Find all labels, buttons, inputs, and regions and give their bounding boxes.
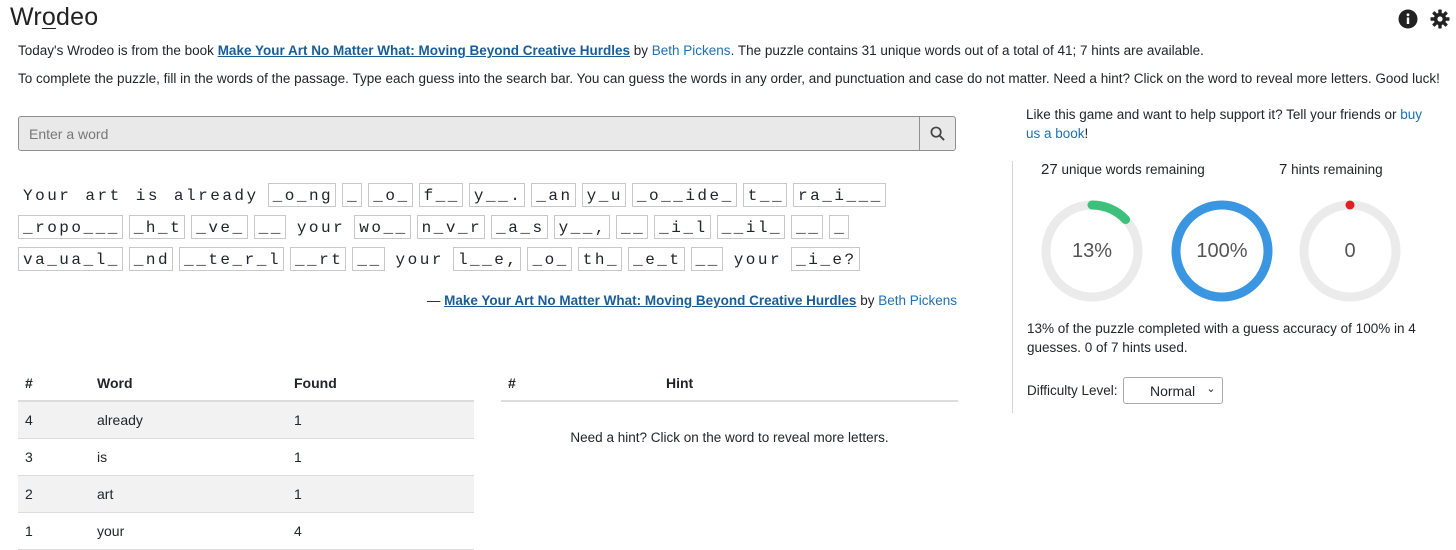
intro-paragraph-2: To complete the puzzle, fill in the words of the passage. Type each guess into the search bar. You can guess the words in any order, and punctuation and case do not matter. Need a hint? Click on the word to reveal more letters. Good luck!: [18, 71, 1440, 86]
passage-word-hidden[interactable]: _a_s: [491, 215, 547, 239]
gear-icon[interactable]: [1430, 9, 1450, 29]
passage-word-hidden[interactable]: _i_e?: [791, 247, 860, 271]
accuracy-ring: 100%: [1170, 199, 1274, 303]
passage-word-hidden[interactable]: wo__: [354, 215, 410, 239]
passage-word-hidden[interactable]: _e_t: [628, 247, 684, 271]
passage-word-hidden[interactable]: ra_i___: [793, 183, 886, 207]
attribution-title-link[interactable]: Make Your Art No Matter What: Moving Beyond Creative Hurdles: [444, 293, 857, 308]
hints-remaining: 7 hints remaining: [1279, 161, 1383, 178]
passage-word-revealed: your: [296, 219, 346, 237]
search-bar: [18, 116, 956, 151]
passage: [18, 183, 963, 279]
search-icon: [930, 126, 945, 141]
table-row: 4 already 1: [18, 402, 474, 439]
author-link[interactable]: Beth Pickens: [651, 43, 731, 58]
passage-word-revealed: your: [395, 251, 444, 269]
support-text: Like this game and want to help support it? Tell your friends or buy us a book!: [1026, 107, 1422, 141]
attribution: — Make Your Art No Matter What: Moving Beyond Creative Hurdles by Beth Pickens: [426, 293, 957, 308]
table-row: 2 art 1: [18, 476, 474, 513]
table-row: 3 is 1: [18, 439, 474, 476]
passage-word-hidden[interactable]: l__e,: [453, 247, 522, 271]
attribution-author-link[interactable]: Beth Pickens: [878, 293, 957, 308]
passage-word-hidden[interactable]: _an: [531, 183, 575, 207]
progress-ring: 13%: [1040, 199, 1144, 303]
passage-word-hidden[interactable]: _o__ide_: [632, 183, 737, 207]
passage-word-hidden[interactable]: f__: [419, 183, 463, 207]
buy-us-a-book-link[interactable]: buy us a book: [1026, 107, 1422, 141]
passage-word-hidden[interactable]: _ve_: [191, 215, 247, 239]
passage-word-hidden[interactable]: t__: [743, 183, 787, 207]
table-row: 1 your 4: [18, 513, 474, 550]
passage-word-hidden[interactable]: _: [829, 215, 849, 239]
stats-panel: [1012, 161, 1438, 413]
sidebar: [1012, 105, 1437, 399]
column-header-found[interactable]: Found: [294, 375, 337, 391]
passage-word-hidden[interactable]: y__,: [554, 215, 610, 239]
column-header-number[interactable]: #: [25, 375, 33, 391]
passage-word-hidden[interactable]: th_: [578, 247, 622, 271]
search-button[interactable]: [919, 117, 955, 150]
difficulty-control: [1027, 377, 1223, 404]
passage-word-hidden[interactable]: _i_l: [654, 215, 710, 239]
found-words-table: [18, 366, 474, 550]
passage-word-revealed: already: [173, 187, 259, 205]
hint-column-hint[interactable]: Hint: [666, 375, 694, 391]
progress-summary: 13% of the puzzle completed with a guess accuracy of 100% in 4 guesses. 0 of 7 hints used.: [1027, 321, 1416, 355]
chevron-down-icon: ⌄: [1206, 383, 1216, 395]
passage-word-hidden[interactable]: _ropo___: [18, 215, 123, 239]
passage-word-hidden[interactable]: __rt: [290, 247, 346, 271]
passage-word-hidden[interactable]: __: [616, 215, 648, 239]
passage-word-hidden[interactable]: y__.: [469, 183, 525, 207]
hint-table: [501, 366, 958, 445]
intro-text: [18, 42, 1438, 98]
passage-word-hidden[interactable]: __: [352, 247, 384, 271]
passage-word-hidden[interactable]: _o_ng: [268, 183, 337, 207]
table-header: [18, 366, 474, 402]
book-title-link[interactable]: Make Your Art No Matter What: Moving Beyond Creative Hurdles: [217, 43, 630, 58]
passage-word-hidden[interactable]: _: [342, 183, 362, 207]
passage-word-revealed: is: [135, 187, 160, 205]
app-logo: Wrodeo: [10, 3, 99, 31]
passage-word-hidden[interactable]: __: [791, 215, 823, 239]
passage-word-revealed: your: [733, 251, 783, 269]
passage-word-revealed: art: [85, 187, 122, 205]
intro-paragraph-1: Today's Wrodeo is from the book Make Your Art No Matter What: Moving Beyond Creative Hurdles by Beth Pickens. The puzzle contains 31 unique words out of a total of 41; 7 hints are available.: [18, 43, 1204, 58]
info-icon[interactable]: [1398, 9, 1418, 29]
passage-word-hidden[interactable]: y_u: [582, 183, 626, 207]
hint-column-number[interactable]: #: [508, 375, 516, 391]
hint-table-header: [501, 366, 958, 402]
passage-word-hidden[interactable]: __il_: [717, 215, 786, 239]
passage-word-hidden[interactable]: _o_: [527, 247, 571, 271]
search-input[interactable]: [19, 117, 919, 150]
hints-ring: 0: [1298, 199, 1402, 303]
words-remaining: 27 unique words remaining: [1041, 161, 1205, 178]
passage-word-revealed: Your: [23, 187, 72, 205]
column-header-word[interactable]: Word: [97, 375, 133, 391]
difficulty-select[interactable]: Normal ⌄: [1123, 377, 1223, 404]
passage-word-hidden[interactable]: n_v_r: [417, 215, 486, 239]
hint-message: Need a hint? Click on the word to reveal more letters.: [570, 430, 889, 445]
difficulty-label: Difficulty Level:: [1027, 383, 1118, 398]
passage-word-hidden[interactable]: _o_: [368, 183, 412, 207]
passage-word-hidden[interactable]: __: [691, 247, 723, 271]
passage-word-hidden[interactable]: _nd: [129, 247, 173, 271]
passage-word-hidden[interactable]: __: [254, 215, 286, 239]
passage-word-hidden[interactable]: _h_t: [129, 215, 185, 239]
passage-word-hidden[interactable]: __te_r_l: [179, 247, 284, 271]
passage-word-hidden[interactable]: va_ua_l_: [18, 247, 123, 271]
